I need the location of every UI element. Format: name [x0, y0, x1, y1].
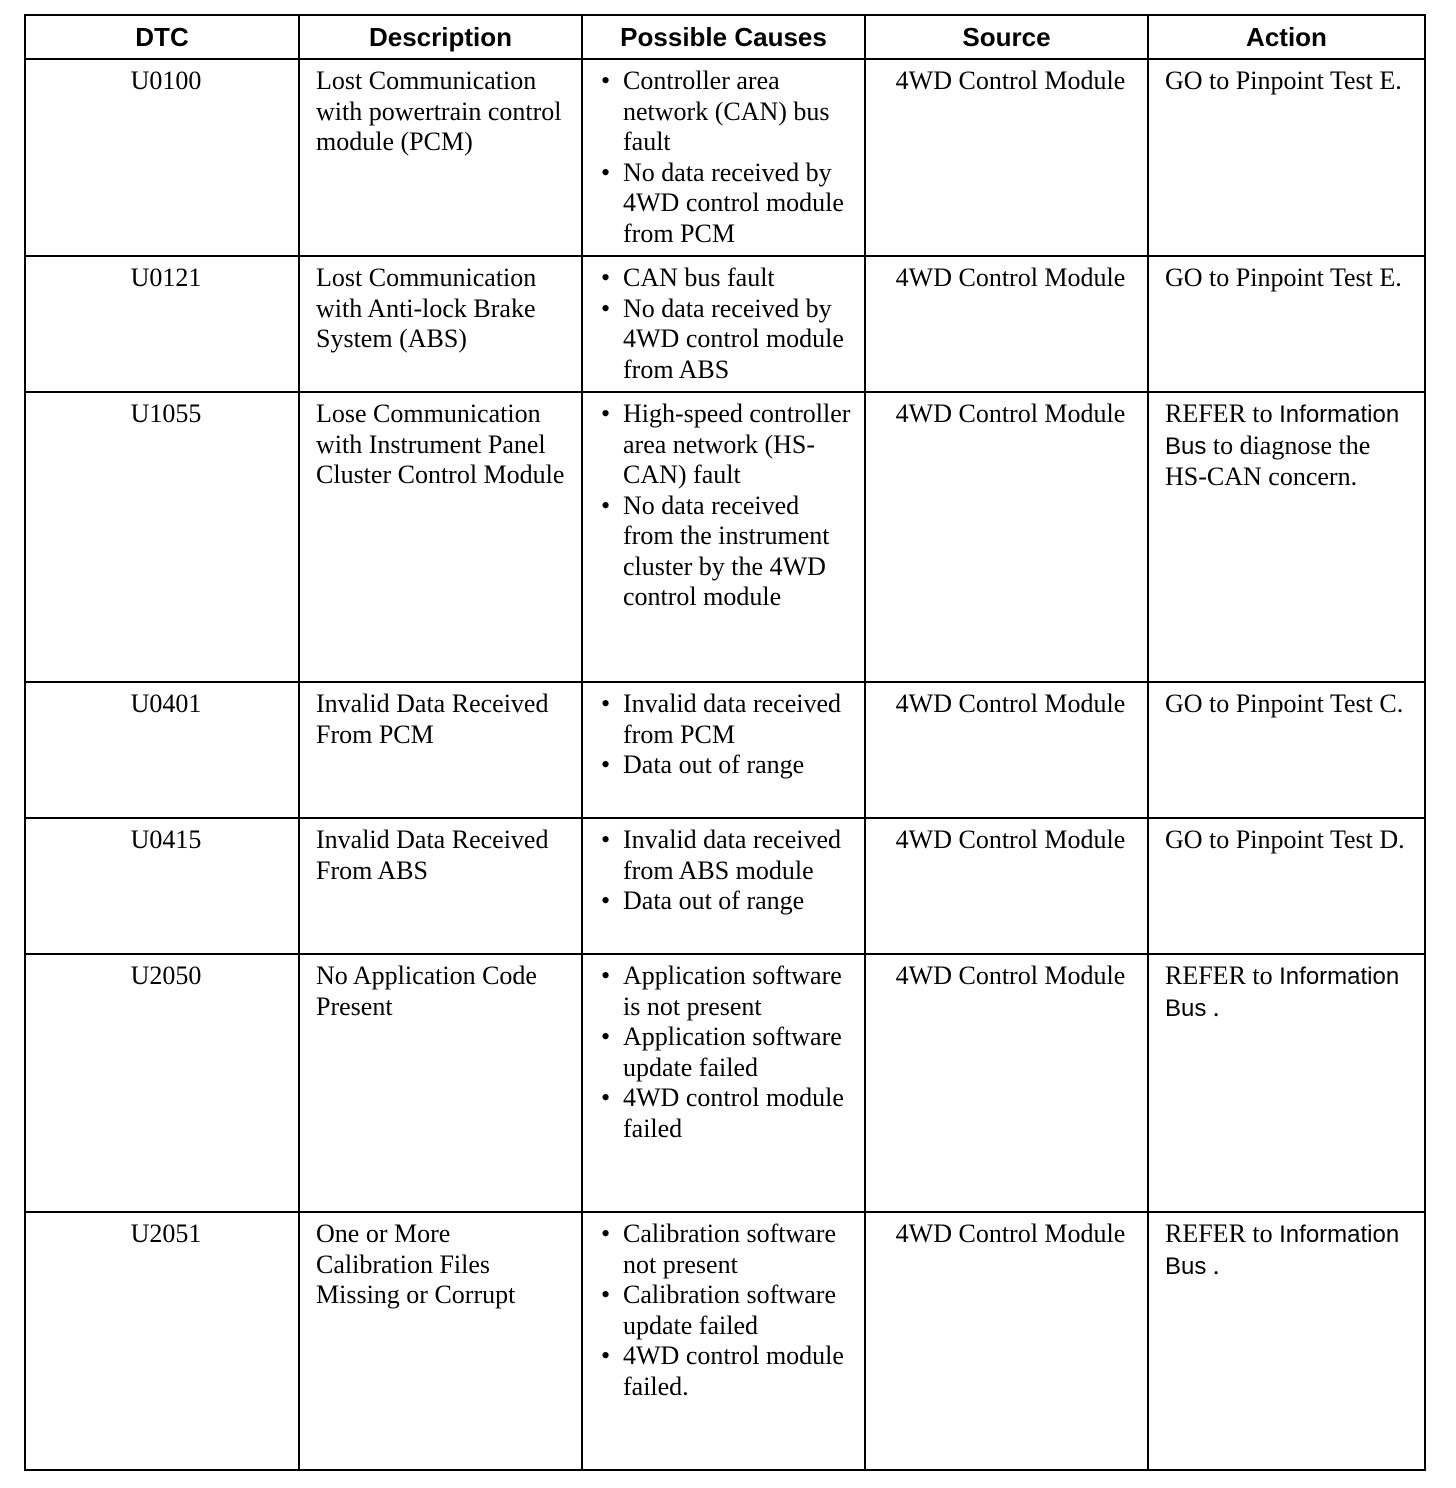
dtc-code: U0121 [25, 256, 299, 392]
possible-causes [582, 1212, 865, 1470]
information-bus-link[interactable]: Information Bus [1165, 1221, 1400, 1280]
dtc-description: Lose Communication with Instrument Panel Cluster Control Module [299, 392, 582, 682]
cause-item: • No data received from the instrument cluster by the 4WD control module [599, 491, 856, 613]
cause-item: • High-speed controller area network (HS-CAN) fault [599, 399, 856, 491]
cause-item: • Controller area network (CAN) bus fault [599, 66, 856, 158]
dtc-code: U0100 [25, 59, 299, 256]
action-text: REFER to [1165, 1219, 1273, 1248]
cause-item: • Invalid data received from PCM [599, 689, 856, 750]
dtc-source: 4WD Control Module [865, 1212, 1148, 1470]
header-row [25, 15, 1425, 59]
possible-causes [582, 256, 865, 392]
table-row [25, 392, 1425, 682]
dtc-action: GO to Pinpoint Test E. [1148, 256, 1425, 392]
possible-causes [582, 954, 865, 1212]
action-text: REFER to [1165, 399, 1273, 428]
dtc-source: 4WD Control Module [865, 954, 1148, 1212]
possible-causes [582, 59, 865, 256]
dtc-action [1148, 954, 1425, 1212]
header-source: Source [865, 15, 1148, 59]
possible-causes [582, 682, 865, 818]
dtc-source: 4WD Control Module [865, 59, 1148, 256]
cause-item: • Data out of range [599, 886, 856, 917]
dtc-code: U0415 [25, 818, 299, 954]
header-description: Description [299, 15, 582, 59]
action-text: . [1212, 1250, 1220, 1280]
cause-item: • Invalid data received from ABS module [599, 825, 856, 886]
dtc-description: Lost Communication with Anti-lock Brake System (ABS) [299, 256, 582, 392]
table-row [25, 1212, 1425, 1470]
dtc-action: GO to Pinpoint Test C. [1148, 682, 1425, 818]
action-text: REFER to [1165, 961, 1273, 990]
dtc-code: U2050 [25, 954, 299, 1212]
header-action: Action [1148, 15, 1425, 59]
cause-item: • Application software is not present [599, 961, 856, 1022]
dtc-action: GO to Pinpoint Test D. [1148, 818, 1425, 954]
dtc-description: No Application Code Present [299, 954, 582, 1212]
cause-item: • Calibration software update failed [599, 1280, 856, 1341]
header-dtc: DTC [25, 15, 299, 59]
cause-item: • No data received by 4WD control module from PCM [599, 158, 856, 250]
dtc-action: GO to Pinpoint Test E. [1148, 59, 1425, 256]
dtc-source: 4WD Control Module [865, 392, 1148, 682]
information-bus-link[interactable]: Information Bus [1165, 963, 1400, 1022]
action-text: . [1212, 992, 1220, 1022]
dtc-code: U2051 [25, 1212, 299, 1470]
cause-item: • 4WD control module failed [599, 1083, 856, 1144]
cause-item: • Data out of range [599, 750, 856, 781]
dtc-source: 4WD Control Module [865, 256, 1148, 392]
dtc-code: U1055 [25, 392, 299, 682]
dtc-action [1148, 392, 1425, 682]
table-row [25, 682, 1425, 818]
cause-item: • Calibration software not present [599, 1219, 856, 1280]
cause-item: • No data received by 4WD control module from ABS [599, 294, 856, 386]
possible-causes [582, 818, 865, 954]
table-row [25, 818, 1425, 954]
dtc-description: Invalid Data Received From PCM [299, 682, 582, 818]
dtc-action [1148, 1212, 1425, 1470]
dtc-code: U0401 [25, 682, 299, 818]
table-row [25, 256, 1425, 392]
table-row [25, 954, 1425, 1212]
cause-item: • Application software update failed [599, 1022, 856, 1083]
dtc-source: 4WD Control Module [865, 818, 1148, 954]
dtc-table [24, 14, 1426, 1471]
table-row [25, 59, 1425, 256]
header-possible-causes: Possible Causes [582, 15, 865, 59]
cause-item: • CAN bus fault [599, 263, 856, 294]
dtc-source: 4WD Control Module [865, 682, 1148, 818]
dtc-description: One or More Calibration Files Missing or Corrupt [299, 1212, 582, 1470]
dtc-description: Lost Communication with powertrain control module (PCM) [299, 59, 582, 256]
information-bus-link[interactable]: Information Bus [1165, 401, 1400, 460]
dtc-description: Invalid Data Received From ABS [299, 818, 582, 954]
action-text: to diagnose the HS-CAN concern. [1165, 430, 1371, 491]
possible-causes [582, 392, 865, 682]
cause-item: • 4WD control module failed. [599, 1341, 856, 1402]
